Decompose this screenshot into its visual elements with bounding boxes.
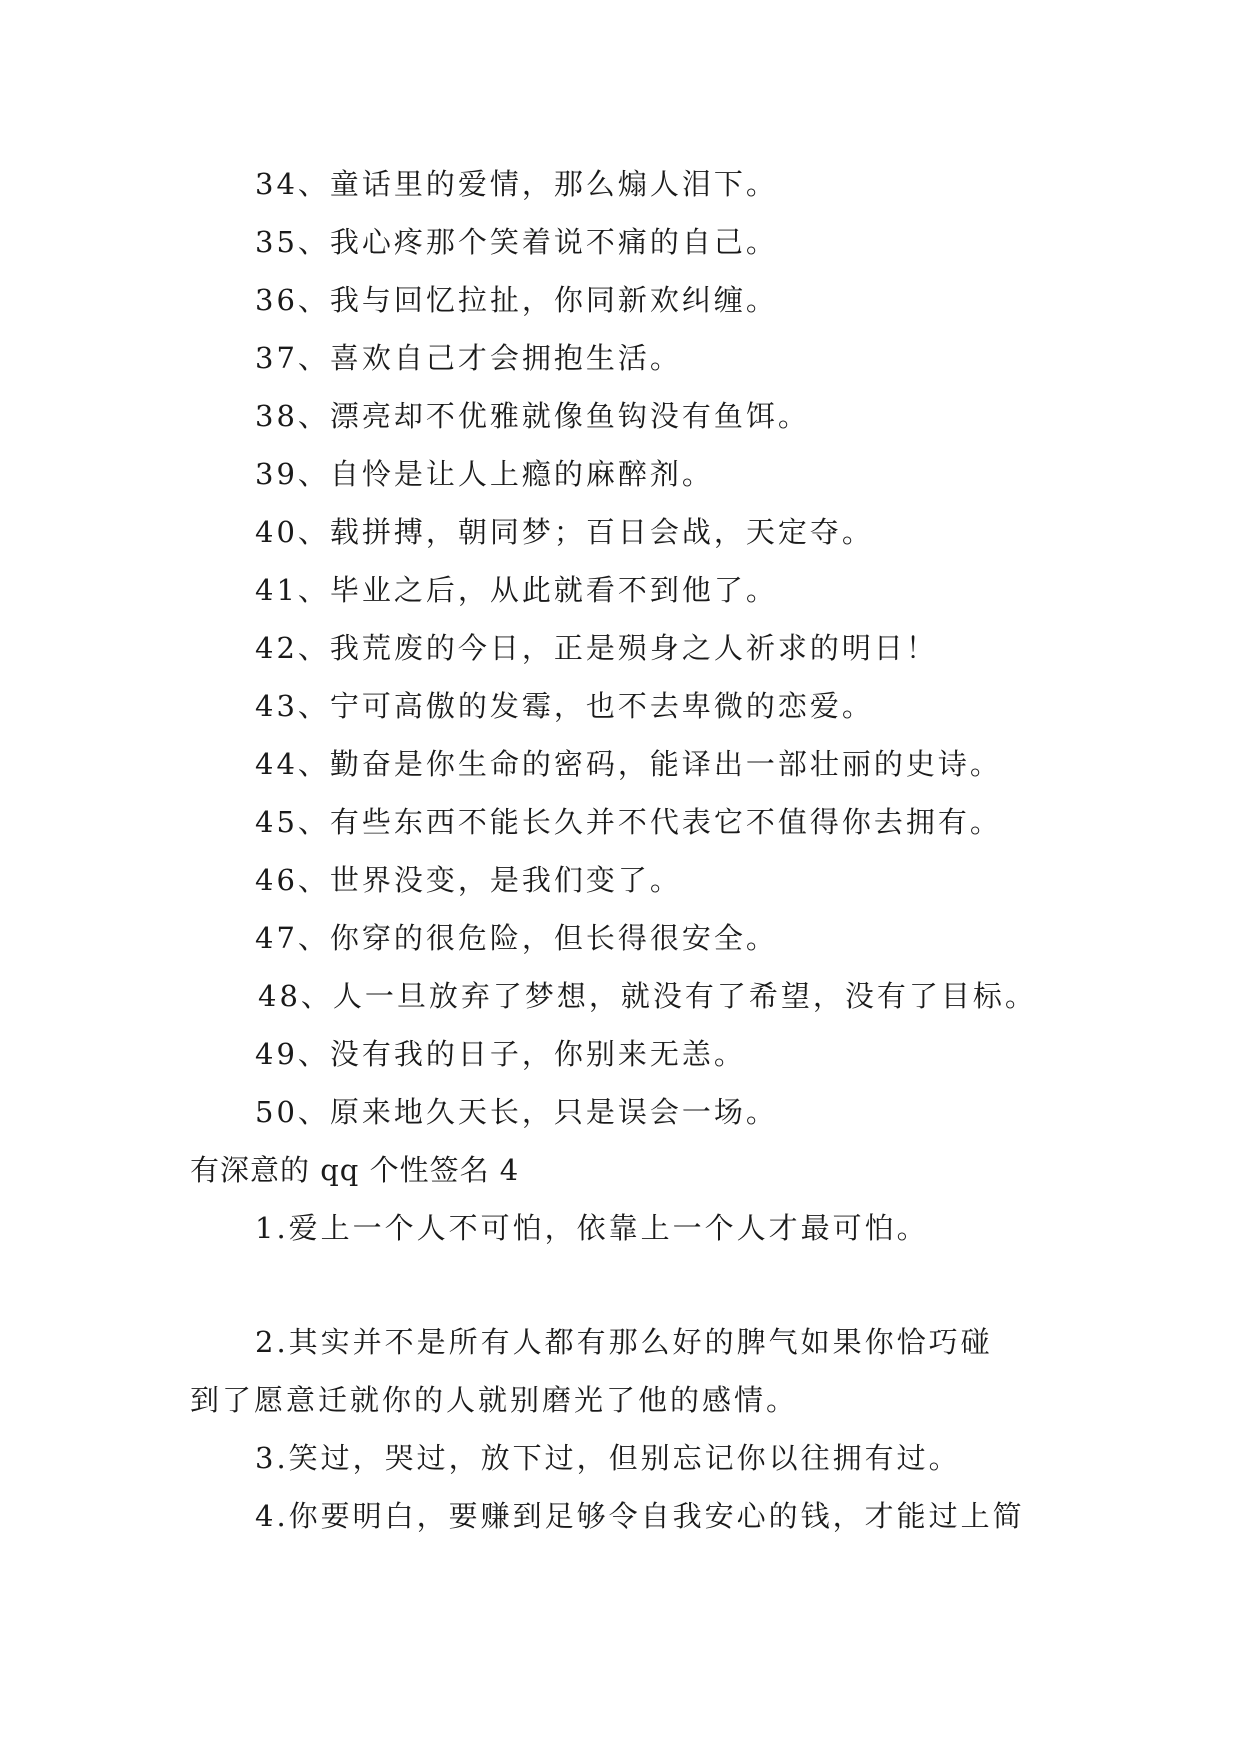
- list-item: 46、世界没变，是我们变了。: [255, 863, 682, 897]
- list-item: 49、没有我的日子，你别来无恙。: [255, 1037, 746, 1071]
- list-item: 40、载拼搏，朝同梦；百日会战，天定夺。: [255, 515, 874, 549]
- list-item: 2.其实并不是所有人都有那么好的脾气如果你恰巧碰: [255, 1325, 993, 1359]
- list-item: 4.你要明白，要赚到足够令自我安心的钱，才能过上简: [255, 1499, 1025, 1533]
- list-item: 43、宁可高傲的发霉，也不去卑微的恋爱。: [255, 689, 874, 723]
- list-item: 35、我心疼那个笑着说不痛的自己。: [255, 225, 778, 259]
- list-item: 34、童话里的爱情，那么煽人泪下。: [255, 167, 778, 201]
- list-item: 50、原来地久天长，只是误会一场。: [255, 1095, 778, 1129]
- list-item: 42、我荒废的今日，正是殒身之人祈求的明日！: [255, 631, 938, 665]
- list-item: 44、勤奋是你生命的密码，能译出一部壮丽的史诗。: [255, 747, 1002, 781]
- list-item: 48、人一旦放弃了梦想，就没有了希望，没有了目标。: [258, 979, 1037, 1013]
- list-item: 45、有些东西不能长久并不代表它不值得你去拥有。: [255, 805, 1002, 839]
- section-heading: 有深意的 qq 个性签名 4: [190, 1153, 520, 1187]
- list-item: 47、你穿的很危险，但长得很安全。: [255, 921, 778, 955]
- list-item: 39、自怜是让人上瘾的麻醉剂。: [255, 457, 714, 491]
- list-item: 38、漂亮却不优雅就像鱼钩没有鱼饵。: [255, 399, 810, 433]
- list-item: 3.笑过，哭过，放下过，但别忘记你以往拥有过。: [255, 1441, 961, 1475]
- list-item-continuation: 到了愿意迁就你的人就别磨光了他的感情。: [190, 1383, 799, 1417]
- list-item: 1.爱上一个人不可怕，依靠上一个人才最可怕。: [255, 1211, 929, 1245]
- list-item: 37、喜欢自己才会拥抱生活。: [255, 341, 682, 375]
- list-item: 36、我与回忆拉扯，你同新欢纠缠。: [255, 283, 778, 317]
- list-item: 41、毕业之后，从此就看不到他了。: [255, 573, 778, 607]
